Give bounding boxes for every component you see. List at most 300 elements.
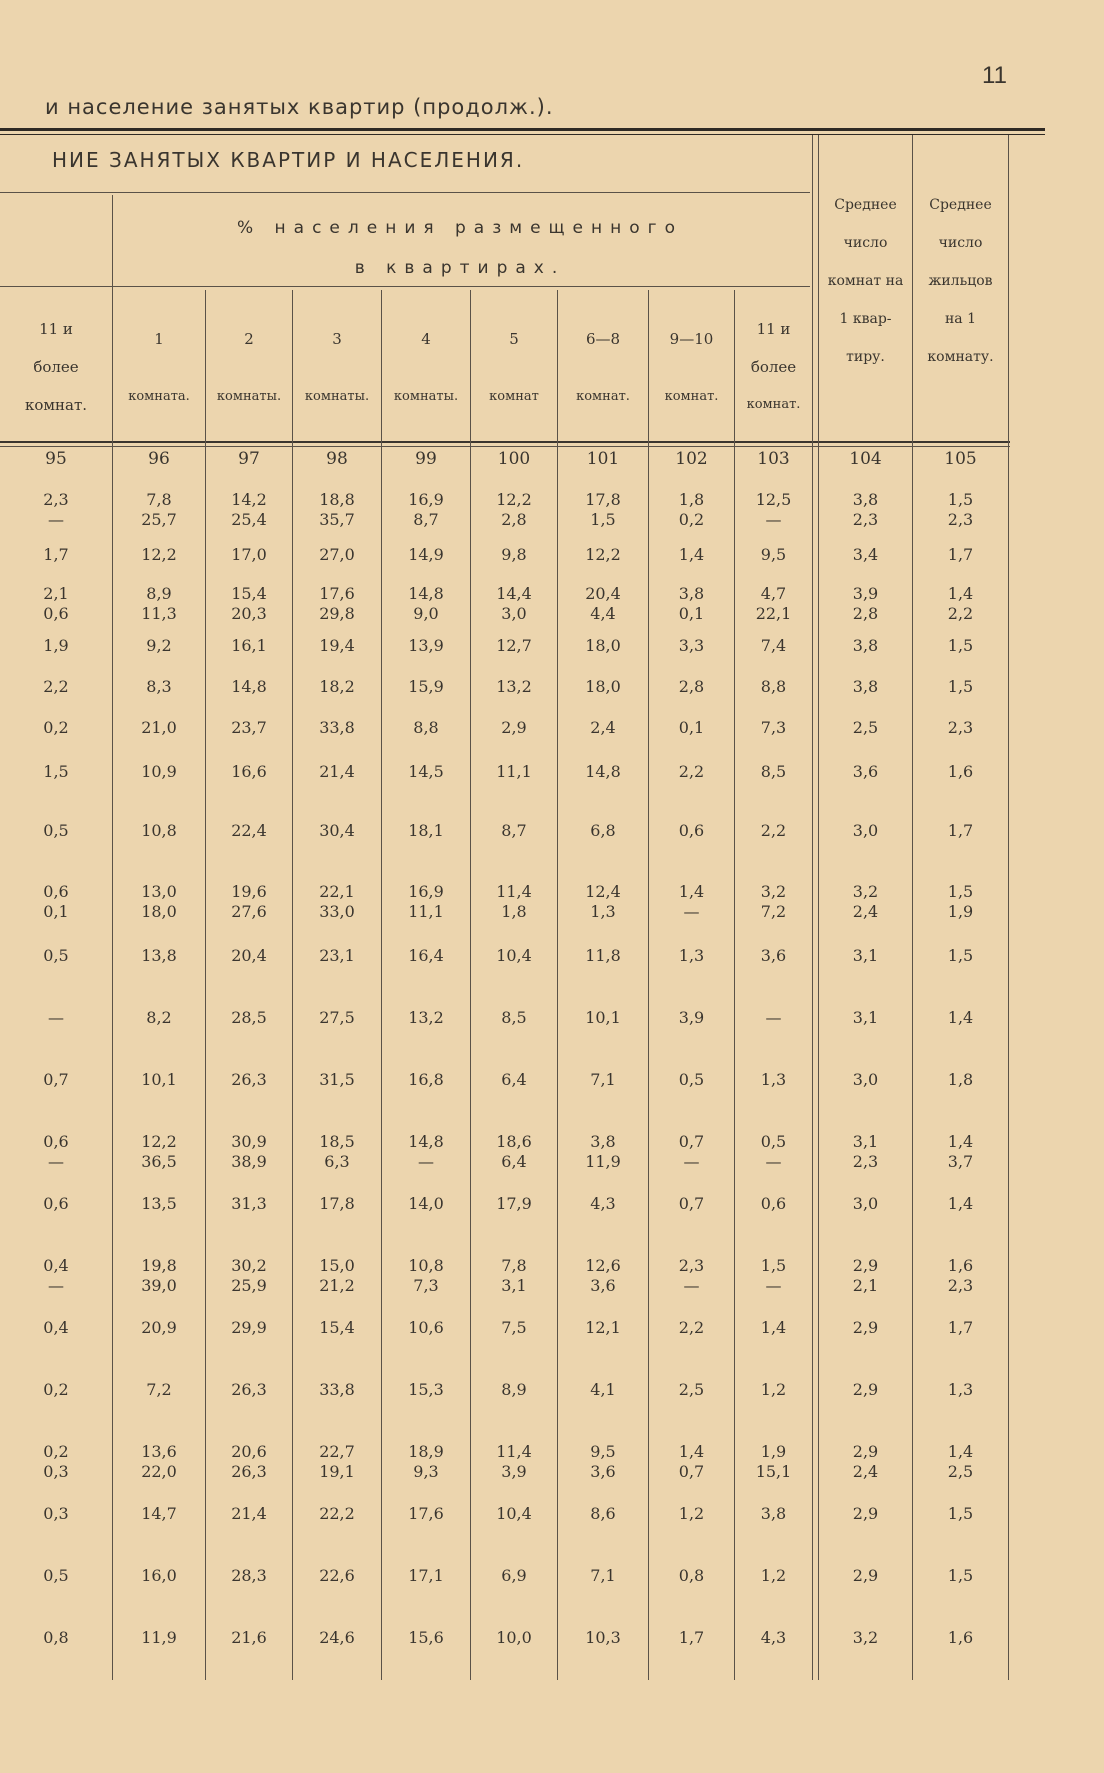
table-row	[0, 510, 1045, 532]
table-cell: 17,9	[496, 1194, 532, 1213]
table-cell: 3,8	[590, 1132, 616, 1151]
table-cell: 30,2	[231, 1256, 267, 1275]
table-cell: 1,3	[590, 902, 616, 921]
column-number: 99	[415, 449, 437, 469]
table-cell: 9,2	[146, 636, 172, 655]
table-cell: 21,6	[231, 1628, 267, 1647]
table-cell: —	[683, 902, 700, 921]
table-cell: 9,8	[501, 545, 527, 564]
table-cell: 25,9	[231, 1276, 267, 1295]
table-row	[0, 1442, 1045, 1464]
table-cell: 23,1	[319, 946, 355, 965]
table-cell: 3,6	[760, 946, 787, 965]
table-cell: 1,4	[947, 1008, 974, 1027]
table-cell: 1,7	[43, 545, 69, 564]
table-cell: 2,8	[678, 677, 705, 696]
table-cell: 2,2	[947, 604, 974, 623]
table-cell: 21,2	[319, 1276, 355, 1295]
table-cell: 3,6	[852, 762, 879, 781]
room-col-bottom: комнат.	[664, 389, 719, 404]
table-cell: 31,5	[319, 1070, 355, 1089]
table-cell: 26,3	[231, 1070, 267, 1089]
table-cell: 4,7	[760, 584, 787, 603]
table-cell: 11,9	[585, 1152, 621, 1171]
table-cell: 7,5	[501, 1318, 527, 1337]
table-cell: 12,5	[755, 490, 792, 509]
table-cell: 22,4	[231, 821, 267, 840]
table-cell: 18,8	[319, 490, 355, 509]
table-cell: 17,6	[319, 584, 355, 603]
table-cell: 8,6	[590, 1504, 616, 1523]
table-cell: 7,2	[760, 902, 787, 921]
header-first-col-line: 11 и	[39, 320, 73, 338]
table-cell: 19,4	[319, 636, 355, 655]
table-cell: 2,8	[501, 510, 527, 529]
table-cell: —	[683, 1276, 700, 1295]
table-cell: 3,2	[760, 882, 787, 901]
table-cell: 12,1	[585, 1318, 621, 1337]
table-cell: 14,5	[408, 762, 444, 781]
table-cell: 1,5	[590, 510, 616, 529]
table-cell: 19,1	[319, 1462, 355, 1481]
table-cell: 9,5	[760, 545, 787, 564]
room-col-top: 3	[332, 330, 342, 348]
table-cell: 18,5	[319, 1132, 355, 1151]
header-bottom-rule	[0, 446, 1010, 447]
table-cell: 10,8	[408, 1256, 444, 1275]
table-cell: 24,6	[319, 1628, 355, 1647]
table-cell: 1,3	[678, 946, 705, 965]
table-cell: 1,4	[678, 545, 705, 564]
room-col-bottom: комнат.	[746, 397, 801, 412]
table-cell: 6,4	[501, 1152, 527, 1171]
table-cell: 10,3	[585, 1628, 621, 1647]
table-cell: 2,3	[852, 1152, 879, 1171]
table-cell: 7,3	[413, 1276, 439, 1295]
table-cell: 3,2	[852, 1628, 879, 1647]
header-room-col-2	[206, 320, 292, 416]
table-cell: 3,1	[852, 946, 879, 965]
table-cell: 4,1	[590, 1380, 616, 1399]
table-cell: 3,0	[852, 821, 879, 840]
table-cell: 28,5	[231, 1008, 267, 1027]
header-room-col-5	[471, 320, 557, 416]
table-cell: 2,9	[852, 1566, 879, 1585]
table-cell: 21,0	[141, 718, 177, 737]
table-row	[0, 545, 1045, 567]
table-row	[0, 636, 1045, 658]
table-cell: 2,5	[852, 718, 879, 737]
column-number: 95	[45, 449, 67, 469]
top-rule	[0, 128, 1045, 131]
table-cell: 12,7	[496, 636, 532, 655]
header-room-col-6	[558, 320, 648, 416]
table-cell: 1,2	[678, 1504, 705, 1523]
table-cell: 0,2	[43, 1442, 69, 1461]
table-cell: 11,4	[496, 1442, 532, 1461]
table-cell: —	[765, 1008, 782, 1027]
table-cell: 1,5	[947, 636, 974, 655]
table-cell: 1,2	[760, 1380, 787, 1399]
table-cell: 18,9	[408, 1442, 444, 1461]
table-cell: 12,2	[585, 545, 621, 564]
table-cell: 0,7	[678, 1462, 705, 1481]
table-cell: 2,9	[852, 1318, 879, 1337]
table-cell: 0,7	[678, 1194, 705, 1213]
table-cell: 1,7	[947, 821, 974, 840]
table-cell: 1,5	[760, 1256, 787, 1275]
table-cell: 1,8	[678, 490, 705, 509]
table-cell: 1,5	[947, 677, 974, 696]
table-cell: 15,3	[408, 1380, 444, 1399]
table-cell: 2,2	[760, 821, 787, 840]
table-cell: 7,1	[590, 1070, 616, 1089]
table-cell: 3,3	[678, 636, 705, 655]
table-cell: 14,9	[408, 545, 444, 564]
header-first-col	[0, 310, 112, 424]
table-row	[0, 1070, 1045, 1092]
table-cell: 25,4	[231, 510, 267, 529]
table-cell: 25,7	[141, 510, 177, 529]
table-cell: 17,8	[319, 1194, 355, 1213]
table-cell: 0,6	[678, 821, 705, 840]
table-cell: 10,9	[141, 762, 177, 781]
table-cell: 8,9	[501, 1380, 527, 1399]
table-cell: 1,6	[947, 1256, 974, 1275]
table-cell: 0,5	[678, 1070, 705, 1089]
table-cell: 1,5	[947, 882, 974, 901]
avg-residents-line: комнату.	[927, 349, 994, 365]
table-cell: 2,3	[852, 510, 879, 529]
table-cell: 1,7	[678, 1628, 705, 1647]
table-row	[0, 1504, 1045, 1526]
table-cell: 14,8	[408, 1132, 444, 1151]
table-cell: 27,5	[319, 1008, 355, 1027]
table-cell: 16,1	[231, 636, 267, 655]
column-number: 98	[326, 449, 348, 469]
table-cell: —	[48, 1008, 64, 1027]
table-cell: 3,8	[852, 636, 879, 655]
avg-rooms-line: 1 квар-	[839, 311, 892, 327]
table-cell: 29,8	[319, 604, 355, 623]
table-cell: 18,6	[496, 1132, 532, 1151]
table-cell: 0,2	[678, 510, 705, 529]
table-cell: 20,4	[231, 946, 267, 965]
room-col-top: 9—10	[669, 330, 714, 348]
table-cell: 1,9	[947, 902, 974, 921]
table-cell: 0,6	[43, 604, 69, 623]
table-cell: 16,4	[408, 946, 444, 965]
table-cell: 26,3	[231, 1380, 267, 1399]
table-cell: 2,2	[678, 762, 705, 781]
table-row	[0, 1132, 1045, 1154]
table-cell: 13,0	[141, 882, 177, 901]
table-cell: 9,3	[413, 1462, 439, 1481]
table-cell: 8,3	[146, 677, 172, 696]
table-cell: 4,3	[590, 1194, 616, 1213]
table-cell: 7,8	[501, 1256, 527, 1275]
table-cell: 3,4	[852, 545, 879, 564]
table-cell: 26,3	[231, 1462, 267, 1481]
table-cell: 2,9	[852, 1256, 879, 1275]
table-cell: 3,8	[852, 490, 879, 509]
table-cell: 14,7	[141, 1504, 177, 1523]
table-cell: 1,3	[947, 1380, 974, 1399]
table-row	[0, 677, 1045, 699]
table-cell: 33,0	[319, 902, 355, 921]
table-cell: 18,1	[408, 821, 444, 840]
table-cell: 8,8	[413, 718, 439, 737]
table-cell: 1,7	[947, 545, 974, 564]
table-cell: 2,5	[678, 1380, 705, 1399]
room-col-top: 6—8	[585, 330, 621, 348]
table-cell: 3,6	[590, 1276, 616, 1295]
table-cell: 17,8	[585, 490, 621, 509]
room-col-top: 2	[244, 330, 254, 348]
avg-rooms-line: тиру.	[846, 349, 885, 365]
table-cell: 0,5	[43, 821, 69, 840]
table-row	[0, 821, 1045, 843]
table-cell: 0,8	[678, 1566, 705, 1585]
table-cell: 2,9	[852, 1442, 879, 1461]
table-cell: 14,2	[231, 490, 267, 509]
header-room-col-7	[649, 320, 734, 416]
table-cell: 27,6	[231, 902, 267, 921]
table-cell: 4,3	[760, 1628, 787, 1647]
avg-residents-line: число	[938, 235, 983, 251]
table-cell: 22,2	[319, 1504, 355, 1523]
table-cell: 18,0	[585, 636, 621, 655]
header-room-col-1	[113, 320, 205, 416]
column-number: 101	[586, 449, 620, 469]
table-row	[0, 584, 1045, 606]
table-row	[0, 718, 1045, 740]
table-cell: —	[683, 1152, 700, 1171]
table-cell: 1,8	[501, 902, 527, 921]
table-cell: 19,6	[231, 882, 267, 901]
table-cell: 1,6	[947, 762, 974, 781]
table-cell: 7,8	[146, 490, 172, 509]
table-cell: 10,1	[585, 1008, 621, 1027]
table-cell: 0,5	[43, 1566, 69, 1585]
table-cell: 2,3	[678, 1256, 705, 1275]
table-cell: 1,5	[947, 946, 974, 965]
table-cell: 1,4	[678, 882, 705, 901]
room-col-top: 11 и	[756, 320, 791, 338]
table-cell: 22,6	[319, 1566, 355, 1585]
table-cell: 9,0	[413, 604, 439, 623]
table-cell: 3,9	[501, 1462, 527, 1481]
room-col-bottom: комнат.	[576, 389, 630, 404]
table-cell: 16,0	[141, 1566, 177, 1585]
table-cell: 15,4	[319, 1318, 355, 1337]
table-row	[0, 1628, 1045, 1650]
table-cell: 11,1	[496, 762, 532, 781]
table-row	[0, 1380, 1045, 1402]
table-cell: 1,2	[760, 1566, 787, 1585]
table-cell: 17,0	[231, 545, 267, 564]
table-cell: 0,6	[43, 882, 69, 901]
group-title-line-1: % населения размещенного	[237, 218, 683, 238]
table-cell: 0,8	[43, 1628, 69, 1647]
table-cell: 0,2	[43, 718, 69, 737]
table-cell: 4,4	[590, 604, 616, 623]
header-avg-rooms	[819, 186, 912, 376]
column-number: 96	[148, 449, 170, 469]
table-cell: 1,4	[947, 1194, 974, 1213]
table-cell: 0,5	[43, 946, 69, 965]
table-cell: 8,2	[146, 1008, 172, 1027]
table-cell: 6,9	[501, 1566, 527, 1585]
table-cell: —	[765, 1152, 782, 1171]
header-room-col-3	[293, 320, 381, 416]
room-col-top: 1	[154, 330, 164, 348]
table-cell: 2,9	[852, 1380, 879, 1399]
table-cell: 38,9	[231, 1152, 267, 1171]
table-cell: 2,3	[43, 490, 69, 509]
table-cell: 23,7	[231, 718, 267, 737]
table-cell: 12,6	[585, 1256, 621, 1275]
table-cell: 7,2	[146, 1380, 172, 1399]
table-cell: 21,4	[231, 1504, 267, 1523]
table-cell: 2,1	[43, 584, 69, 603]
table-cell: 2,4	[852, 902, 879, 921]
table-cell: 7,3	[760, 718, 787, 737]
table-cell: 20,9	[141, 1318, 177, 1337]
table-cell: 12,4	[585, 882, 621, 901]
table-cell: 20,4	[585, 584, 621, 603]
table-row	[0, 1276, 1045, 1298]
table-cell: 0,3	[43, 1462, 69, 1481]
table-cell: 10,1	[141, 1070, 177, 1089]
table-cell: 0,4	[43, 1318, 69, 1337]
room-col-bottom: комнат	[489, 389, 539, 404]
table-cell: 10,8	[141, 821, 177, 840]
table-cell: 11,9	[141, 1628, 177, 1647]
table-cell: 1,6	[947, 1628, 974, 1647]
table-row	[0, 902, 1045, 924]
table-cell: 13,2	[408, 1008, 444, 1027]
table-cell: 3,1	[852, 1132, 879, 1151]
table-cell: 2,2	[43, 677, 69, 696]
table-cell: 1,9	[760, 1442, 787, 1461]
table-cell: 2,9	[852, 1504, 879, 1523]
table-cell: 11,8	[585, 946, 621, 965]
table-cell: 1,4	[947, 1132, 974, 1151]
table-cell: 20,3	[231, 604, 267, 623]
table-cell: 6,3	[324, 1152, 350, 1171]
table-cell: —	[765, 510, 782, 529]
table-row	[0, 1318, 1045, 1340]
table-cell: 8,7	[501, 821, 527, 840]
table-cell: 0,7	[678, 1132, 705, 1151]
table-cell: 1,5	[947, 1566, 974, 1585]
table-row	[0, 762, 1045, 784]
table-row	[0, 490, 1045, 512]
table-cell: 13,8	[141, 946, 177, 965]
table-cell: 18,0	[141, 902, 177, 921]
table-cell: 15,6	[408, 1628, 444, 1647]
table-cell: 8,5	[760, 762, 787, 781]
avg-rooms-line: число	[843, 235, 888, 251]
column-number: 102	[675, 449, 708, 469]
table-cell: 2,3	[947, 510, 974, 529]
table-cell: 0,6	[43, 1194, 69, 1213]
table-cell: 30,4	[319, 821, 355, 840]
table-cell: 15,1	[755, 1462, 792, 1481]
table-cell: 3,0	[852, 1194, 879, 1213]
top-rule-thin	[0, 134, 1045, 135]
table-cell: 14,0	[408, 1194, 444, 1213]
table-cell: 0,1	[678, 604, 705, 623]
table-row	[0, 1256, 1045, 1278]
table-cell: 33,8	[319, 1380, 355, 1399]
table-cell: 22,7	[319, 1442, 355, 1461]
room-col-top: 4	[421, 330, 431, 348]
table-cell: 6,8	[590, 821, 616, 840]
table-cell: 3,1	[852, 1008, 879, 1027]
table-cell: 11,4	[496, 882, 532, 901]
table-cell: 13,9	[408, 636, 444, 655]
table-cell: 16,9	[408, 882, 444, 901]
table-cell: 2,1	[852, 1276, 879, 1295]
room-col-top: 5	[509, 330, 519, 348]
table-cell: 3,0	[501, 604, 527, 623]
header-room-col-8	[735, 310, 812, 424]
table-cell: 8,7	[413, 510, 439, 529]
table-cell: 3,7	[947, 1152, 974, 1171]
table-cell: 7,1	[590, 1566, 616, 1585]
table-cell: 1,3	[760, 1070, 787, 1089]
table-cell: 15,9	[408, 677, 444, 696]
table-cell: —	[48, 1276, 64, 1295]
column-number: 105	[944, 449, 977, 469]
table-row	[0, 1152, 1045, 1174]
page-number: 11	[982, 62, 1007, 89]
running-head: и население занятых квартир (продолж.).	[45, 95, 554, 119]
table-cell: —	[418, 1152, 434, 1171]
table-cell: 3,9	[678, 1008, 705, 1027]
table-cell: 16,8	[408, 1070, 444, 1089]
avg-residents-line: Среднее	[929, 197, 992, 213]
table-cell: 9,5	[590, 1442, 616, 1461]
table-cell: 0,5	[760, 1132, 787, 1151]
table-cell: 13,2	[496, 677, 532, 696]
table-cell: 30,9	[231, 1132, 267, 1151]
table-cell: 2,4	[852, 1462, 879, 1481]
table-cell: 21,4	[319, 762, 355, 781]
table-cell: 2,5	[947, 1462, 974, 1481]
table-cell: —	[48, 1152, 64, 1171]
table-cell: 1,4	[678, 1442, 705, 1461]
table-cell: 11,3	[141, 604, 177, 623]
table-cell: 14,8	[585, 762, 621, 781]
table-cell: 13,5	[141, 1194, 177, 1213]
table-cell: 10,0	[496, 1628, 532, 1647]
header-first-col-line: более	[33, 358, 79, 376]
table-cell: 3,9	[852, 584, 879, 603]
table-cell: 8,9	[146, 584, 172, 603]
table-cell: 14,4	[496, 584, 532, 603]
table-cell: 17,1	[408, 1566, 444, 1585]
table-row	[0, 1008, 1045, 1030]
table-cell: 0,3	[43, 1504, 69, 1523]
table-cell: 14,8	[231, 677, 267, 696]
table-cell: 1,5	[43, 762, 69, 781]
column-number: 104	[849, 449, 882, 469]
table-cell: 22,1	[319, 882, 355, 901]
header-avg-residents	[913, 186, 1008, 376]
